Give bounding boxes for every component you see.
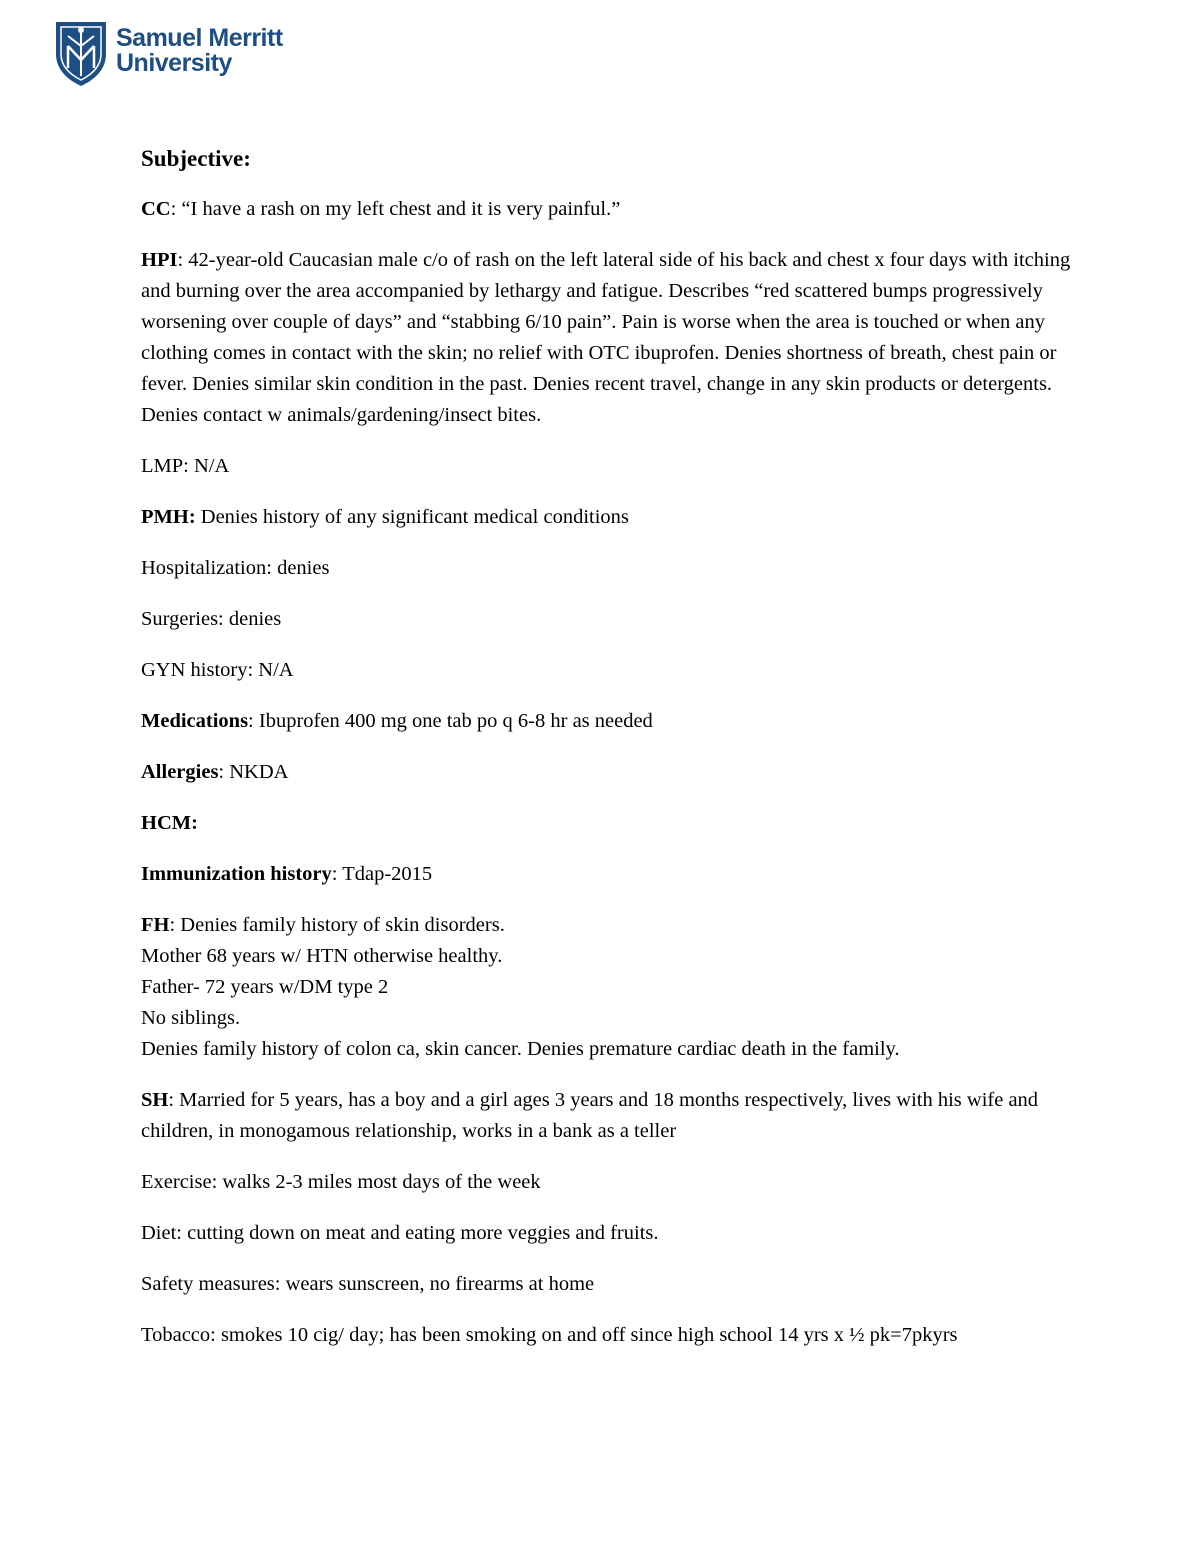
hpi-text: : 42-year-old Caucasian male c/o of rash on the left lateral side of his back and chest x four days with itching and burning over the area accompanied by lethargy and fatigue. Describes “red scattered bumps progressively worsening over couple of days” and “stabbing 6/10 pain”. Pain is worse when the area is touched or when any clothing comes in contact with the skin; no relief with OTC ibuprofen. Denies shortness of breath, chest pain or fever. Denies similar skin condition in the past. Denies recent travel, change in any skin products or detergents. Denies contact w animals/gardening/insect bites.	[141, 249, 1071, 426]
fh-line: Father- 72 years w/DM type 2	[141, 976, 389, 998]
tobacco: Tobacco: smokes 10 cig/ day; has been smoking on and off since high school 14 yrs x ½ pk=7pkyrs	[141, 1324, 958, 1346]
logo-line-1: Samuel Merritt	[116, 24, 283, 52]
surgeries: Surgeries: denies	[141, 608, 282, 630]
social-history	[141, 1085, 1071, 1147]
fh-line: Mother 68 years w/ HTN otherwise healthy.	[141, 945, 503, 967]
hospitalization: Hospitalization: denies	[141, 557, 330, 579]
exercise: Exercise: walks 2-3 miles most days of the week	[141, 1171, 541, 1193]
pmh	[141, 502, 1071, 533]
section-heading: Subjective:	[141, 146, 251, 171]
hpi	[141, 245, 1071, 431]
medications	[141, 706, 1071, 737]
shield-emblem-icon	[52, 16, 110, 88]
fh-label: FH	[141, 914, 170, 936]
document-body	[141, 143, 1071, 1351]
immunization-text: : Tdap-2015	[331, 863, 433, 885]
family-history	[141, 910, 1071, 1065]
safety-measures: Safety measures: wears sunscreen, no firearms at home	[141, 1273, 595, 1295]
fh-line: No siblings.	[141, 1007, 241, 1029]
immunization-history	[141, 859, 1071, 890]
immunization-label: Immunization history	[141, 863, 332, 885]
pmh-text: Denies history of any significant medical conditions	[195, 506, 629, 528]
logo-line-2: University	[116, 49, 232, 77]
medications-text: : Ibuprofen 400 mg one tab po q 6-8 hr as needed	[248, 710, 653, 732]
hcm	[141, 808, 1071, 839]
allergies-text: : NKDA	[218, 761, 289, 783]
medications-label: Medications	[141, 710, 249, 732]
diet: Diet: cutting down on meat and eating more veggies and fruits.	[141, 1222, 659, 1244]
hcm-label: HCM:	[141, 812, 198, 834]
sh-label: SH	[141, 1089, 169, 1111]
cc-label: CC	[141, 198, 171, 220]
cc-text: : “I have a rash on my left chest and it is very painful.”	[170, 198, 621, 220]
pmh-label: PMH:	[141, 506, 196, 528]
fh-first-line	[141, 910, 1071, 941]
gyn-history: GYN history: N/A	[141, 659, 294, 681]
allergies	[141, 757, 1071, 788]
hpi-label: HPI	[141, 249, 178, 271]
fh-text: : Denies family history of skin disorders.	[169, 914, 505, 936]
lmp: LMP: N/A	[141, 455, 230, 477]
chief-complaint	[141, 194, 1071, 225]
fh-line: Denies family history of colon ca, skin cancer. Denies premature cardiac death in the family.	[141, 1038, 900, 1060]
sh-text: : Married for 5 years, has a boy and a girl ages 3 years and 18 months respectively, lives with his wife and children, in monogamous relationship, works in a bank as a teller	[141, 1089, 1039, 1142]
logo-wordmark	[116, 26, 283, 76]
allergies-label: Allergies	[141, 761, 219, 783]
university-logo	[52, 16, 292, 90]
